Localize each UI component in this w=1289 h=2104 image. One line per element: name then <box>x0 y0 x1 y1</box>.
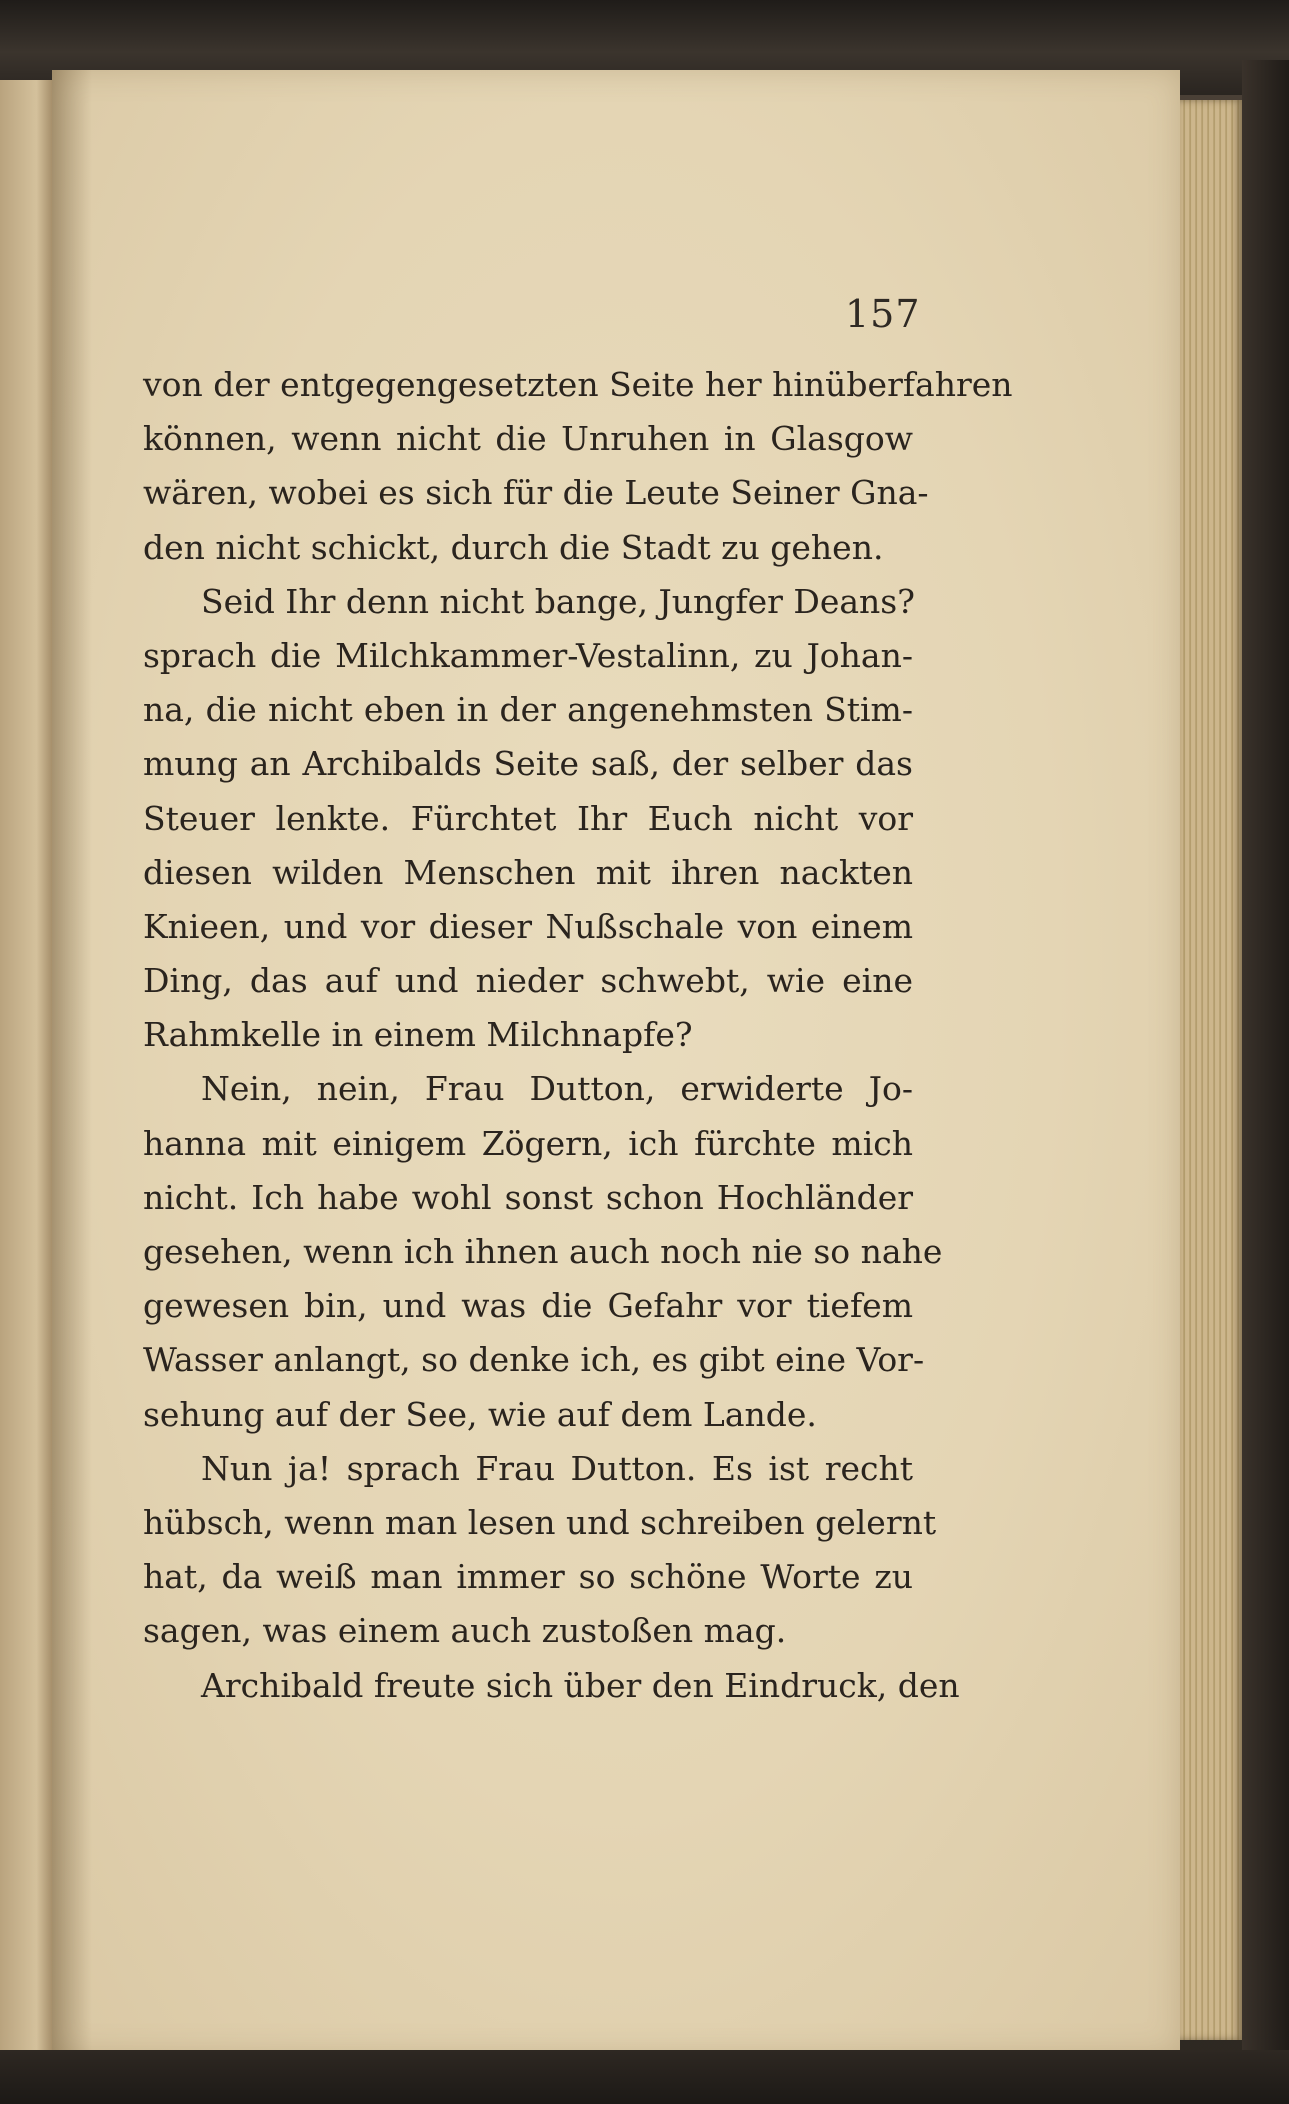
facing-page-edge <box>0 80 52 2060</box>
text-line: Nein, nein, Frau Dutton, erwiderte Jo- <box>201 1069 913 1109</box>
text-line: gewesen bin, und was die Gefahr vor tiefem <box>143 1286 913 1326</box>
text-line: gesehen, wenn ich ihnen auch noch nie so nahe <box>143 1232 943 1271</box>
body-text <box>143 358 1013 1713</box>
text-line: hat, da weiß man immer so schöne Worte zu <box>143 1557 913 1597</box>
text-line: Knieen, und vor dieser Nußschale von einem <box>143 906 913 946</box>
text-line: von der entgegengesetzten Seite her hinüberfahren <box>143 365 1013 404</box>
text-line: mung an Archibalds Seite saß, der selber das <box>143 744 913 784</box>
text-line: nicht. Ich habe wohl sonst schon Hochländer <box>143 1177 913 1217</box>
text-line: diesen wilden Menschen mit ihren nackten <box>143 852 913 892</box>
text-line: Seid Ihr denn nicht bange, Jungfer Deans? <box>201 581 915 621</box>
text-line: können, wenn nicht die Unruhen in Glasgow <box>143 419 913 459</box>
text-line: wären, wobei es sich für die Leute Seiner Gna- <box>143 473 929 513</box>
text-line: den nicht schickt, durch die Stadt zu gehen. <box>143 527 884 567</box>
text-line: hübsch, wenn man lesen und schreiben gelernt <box>143 1502 937 1542</box>
text-line: na, die nicht eben in der angenehmsten Stim- <box>143 690 913 730</box>
text-line: Nun ja! sprach Frau Dutton. Es ist recht <box>201 1448 913 1488</box>
text-line: sprach die Milchkammer-Vestalinn, zu Johan- <box>143 635 913 675</box>
book-cover-right <box>1242 60 1289 2060</box>
text-line: Wasser anlangt, so denke ich, es gibt eine Vor- <box>143 1340 925 1380</box>
text-line: Rahmkelle in einem Milchnapfe? <box>143 1015 693 1055</box>
book-cover-bottom <box>0 2050 1289 2104</box>
text-line: Steuer lenkte. Fürchtet Ihr Euch nicht vor <box>143 798 913 838</box>
page-edges <box>1180 100 1242 2040</box>
text-line: sagen, was einem auch zustoßen mag. <box>143 1611 787 1651</box>
page-number: 157 <box>845 292 921 336</box>
text-line: Archibald freute sich über den Eindruck, den <box>201 1665 960 1705</box>
text-line: hanna mit einigem Zögern, ich fürchte mich <box>143 1123 913 1163</box>
text-line: sehung auf der See, wie auf dem Lande. <box>143 1394 817 1434</box>
gutter-shadow <box>52 70 92 2055</box>
text-line: Ding, das auf und nieder schwebt, wie eine <box>143 961 913 1001</box>
